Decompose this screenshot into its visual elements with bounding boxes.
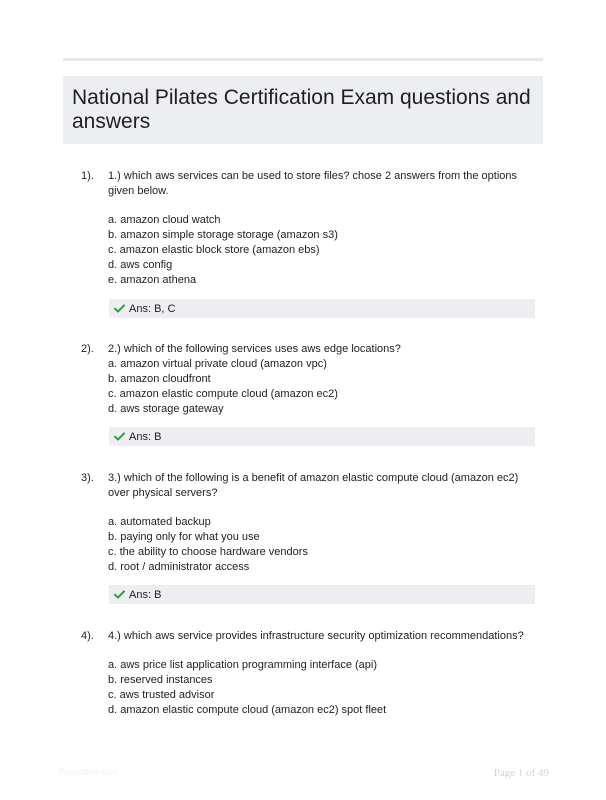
option-a: a. amazon virtual private cloud (amazon vpc) — [108, 358, 327, 370]
top-divider — [63, 58, 543, 61]
question-text: 2.) which of the following services uses aws edge locations? — [108, 343, 401, 355]
option-a: a. aws price list application programming interface (api) — [108, 659, 378, 671]
question-number: 3). — [81, 472, 94, 484]
question-number: 4). — [81, 630, 94, 642]
title-banner — [63, 76, 543, 144]
answer-box — [109, 427, 535, 446]
check-icon — [114, 304, 125, 313]
question-text: 3.) which of the following is a benefit of amazon elastic compute cloud (amazon ec2) over physical servers? — [108, 472, 519, 499]
option-b: b. paying only for what you use — [108, 531, 260, 543]
answer-text: Ans: B — [129, 430, 162, 443]
page-number: Page 1 of 49 — [493, 767, 549, 779]
answer-box — [109, 299, 535, 318]
page-title: National Pilates Certification Exam questions and answers — [72, 86, 531, 133]
option-list — [108, 213, 338, 288]
answer-text: Ans: B, C — [129, 302, 176, 315]
question-number: 1). — [81, 170, 94, 182]
check-icon — [114, 432, 125, 441]
answer-box — [109, 585, 535, 604]
option-d: d. aws config — [108, 259, 173, 271]
option-c: c. aws trusted advisor — [108, 689, 215, 701]
option-list — [108, 357, 338, 417]
option-a: a. amazon cloud watch — [108, 214, 221, 226]
option-d: d. root / administrator access — [108, 561, 250, 573]
option-c: c. amazon elastic compute cloud (amazon ec2) — [108, 388, 338, 400]
option-b: b. amazon simple storage storage (amazon s3) — [108, 229, 338, 241]
footer-source: Papertible.com — [58, 767, 119, 777]
answer-text: Ans: B — [129, 588, 162, 601]
option-list — [108, 515, 308, 575]
option-a: a. automated backup — [108, 516, 211, 528]
question-number: 2). — [81, 343, 94, 355]
option-list — [108, 658, 386, 718]
option-b: b. amazon cloudfront — [108, 373, 211, 385]
question-text: 4.) which aws service provides infrastructure security optimization recommendations? — [108, 630, 524, 642]
question-text: 1.) which aws services can be used to store files? chose 2 answers from the options given below. — [108, 170, 518, 197]
option-d: d. amazon elastic compute cloud (amazon ec2) spot fleet — [108, 704, 387, 716]
option-c: c. the ability to choose hardware vendors — [108, 546, 308, 558]
option-d: d. aws storage gateway — [108, 403, 224, 415]
option-e: e. amazon athena — [108, 274, 197, 286]
option-c: c. amazon elastic block store (amazon ebs) — [108, 244, 320, 256]
option-b: b. reserved instances — [108, 674, 213, 686]
check-icon — [114, 590, 125, 599]
